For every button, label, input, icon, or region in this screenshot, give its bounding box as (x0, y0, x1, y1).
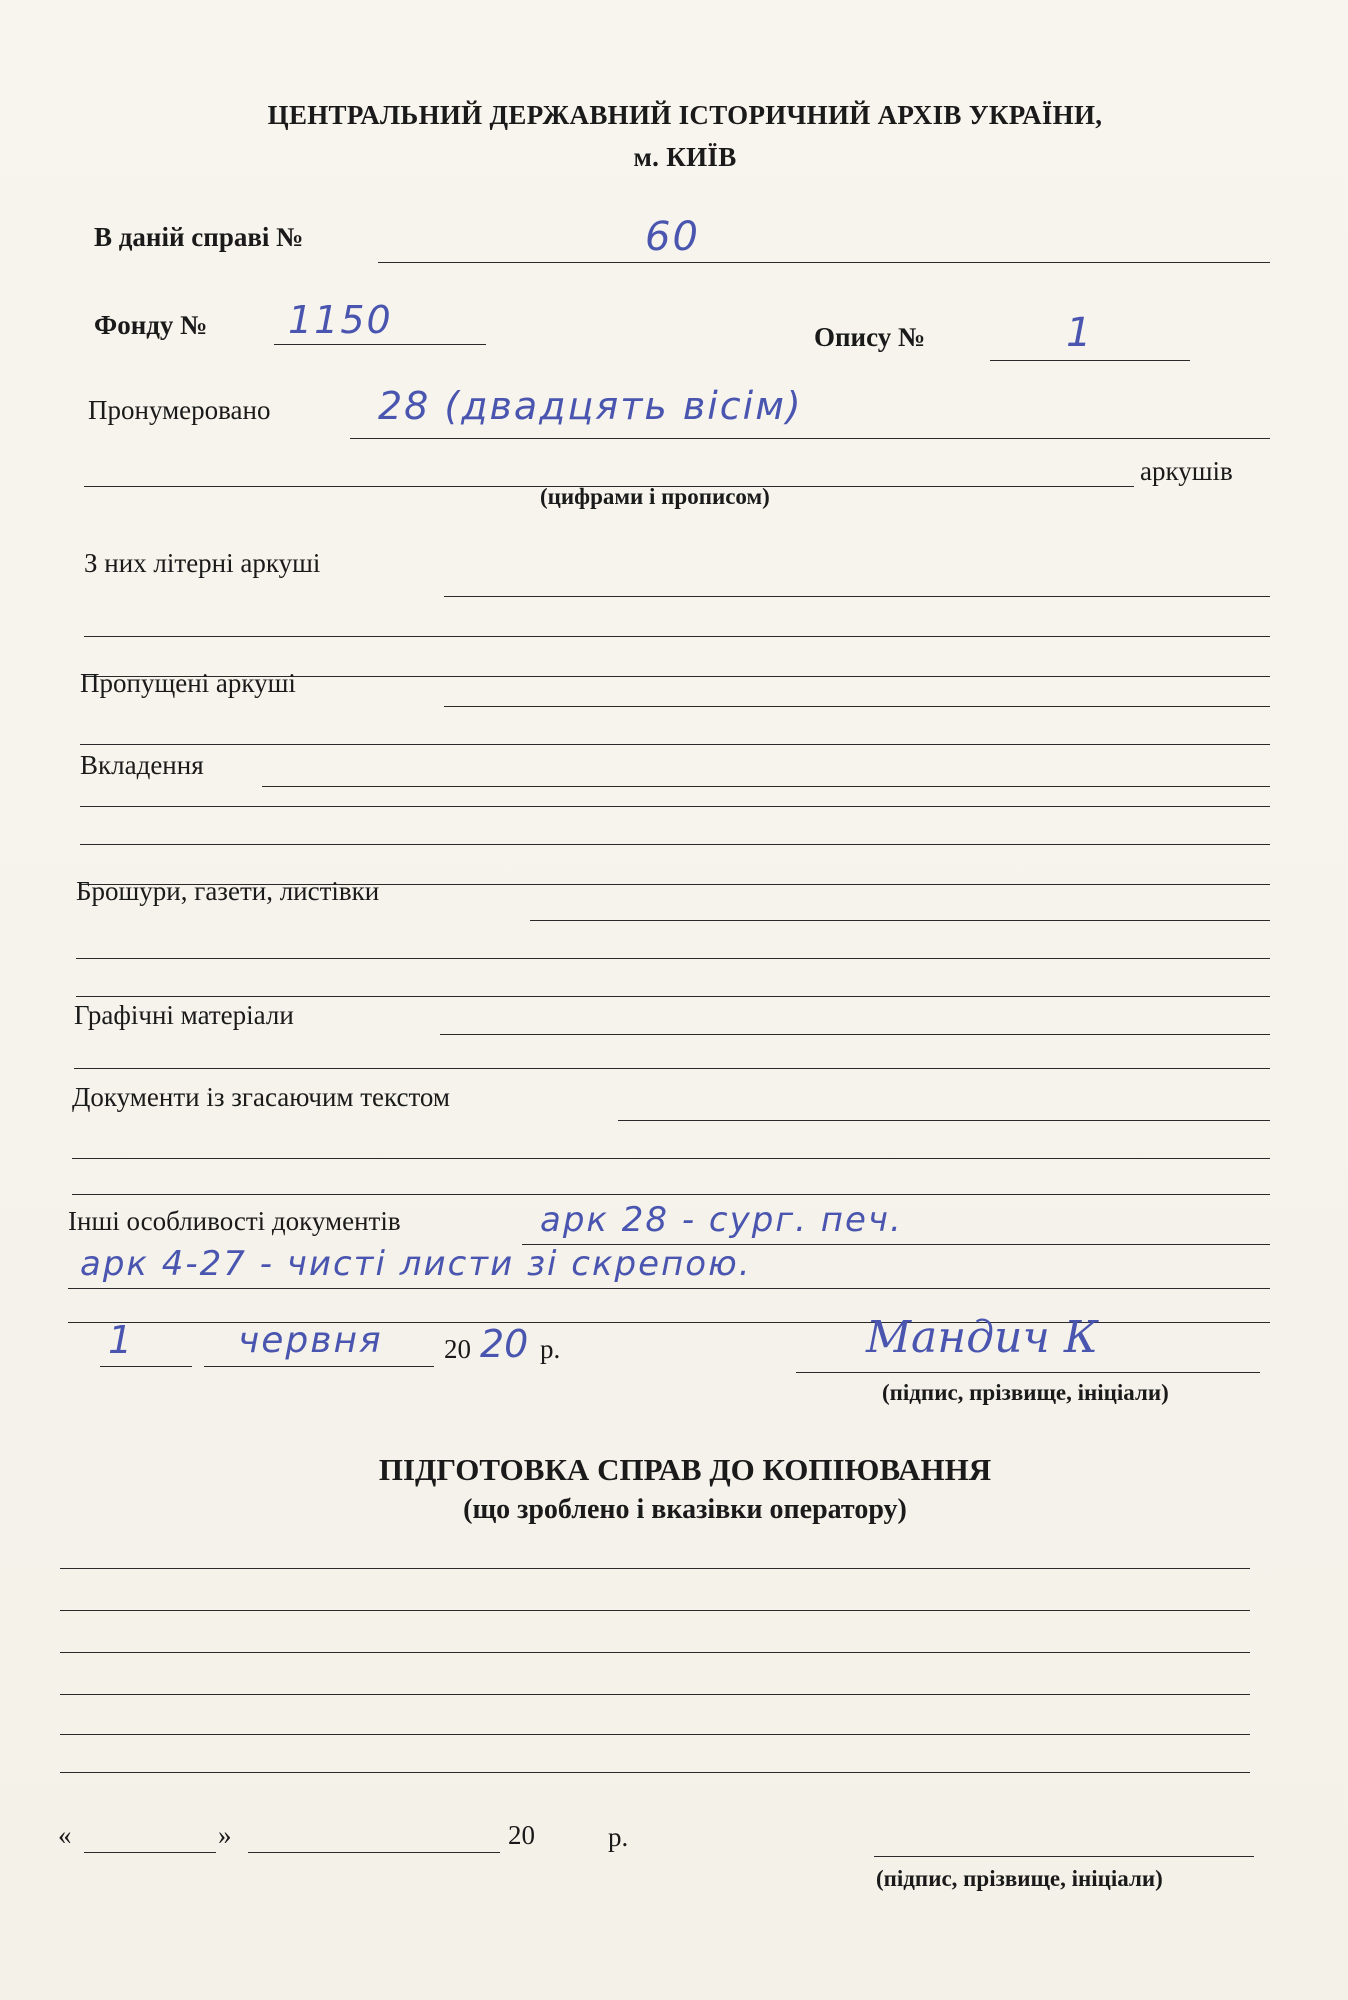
footer-day-line (84, 1852, 216, 1853)
missed-sheets-line-1 (444, 706, 1270, 707)
graphics-line-2 (74, 1068, 1270, 1069)
prep-line-2 (60, 1610, 1250, 1611)
footer-year-unit: р. (608, 1822, 629, 1852)
brochures-line-2 (76, 958, 1270, 959)
footer-signature-line (874, 1856, 1254, 1857)
letter-sheets-line-2 (84, 636, 1270, 637)
date-day-value[interactable]: 1 (108, 1318, 135, 1362)
prep-subtitle: (що зроблено і вказівки оператору) (463, 1494, 907, 1525)
letter-sheets-line-1 (444, 596, 1270, 597)
case-number-line (378, 262, 1270, 263)
archive-title: ЦЕНТРАЛЬНИЙ ДЕРЖАВНИЙ ІСТОРИЧНИЙ АРХІВ УКРАЇНИ, (267, 100, 1103, 130)
attachments-label: Вкладення (80, 750, 204, 780)
numbered-suffix: аркушів (1140, 456, 1233, 486)
numbered-value[interactable]: 28 (двадцять вісім) (378, 384, 803, 428)
prep-line-4 (60, 1694, 1250, 1695)
date-day-line (100, 1366, 192, 1367)
other-features-value-2[interactable]: арк 4-27 - чисті листи зі скрепою. (80, 1244, 752, 1284)
fading-docs-line-1 (618, 1120, 1270, 1121)
attachments-line-2 (80, 806, 1270, 807)
opys-line (990, 360, 1190, 361)
case-number-value[interactable]: 60 (645, 214, 700, 260)
archive-city: м. КИЇВ (633, 142, 737, 172)
attachments-line-3 (80, 844, 1270, 845)
graphics-line-1 (440, 1034, 1270, 1035)
case-number-label: В даній справі № (94, 222, 304, 252)
prep-line-3 (60, 1652, 1250, 1653)
other-features-value-1[interactable]: арк 28 - сург. печ. (540, 1200, 903, 1240)
prep-title: ПІДГОТОВКА СПРАВ ДО КОПІЮВАННЯ (378, 1452, 992, 1487)
footer-month-line (248, 1852, 500, 1853)
fond-value[interactable]: 1150 (288, 298, 393, 342)
date-year-unit: р. (540, 1334, 561, 1364)
footer-quote-open: « (58, 1820, 72, 1850)
footer-year-prefix: 20 (508, 1820, 535, 1850)
footer-quote-close: » (218, 1820, 232, 1850)
prep-line-1 (60, 1568, 1250, 1569)
brochures-line-3 (76, 996, 1270, 997)
prep-line-6 (60, 1772, 1250, 1773)
opys-value[interactable]: 1 (1066, 310, 1094, 356)
prep-line-5 (60, 1734, 1250, 1735)
brochures-label: Брошури, газети, листівки (76, 876, 380, 906)
letter-sheets-label: З них літерні аркуші (84, 548, 321, 578)
fading-docs-line-2 (72, 1158, 1270, 1159)
fading-docs-line-3 (72, 1194, 1270, 1195)
footer-signature-caption: (підпис, прізвище, ініціали) (876, 1866, 1163, 1891)
numbered-hint: (цифрами і прописом) (540, 484, 770, 509)
signature-line (796, 1372, 1260, 1373)
attachments-line-1 (262, 786, 1270, 787)
opys-label: Опису № (814, 322, 926, 352)
date-year-suffix[interactable]: 20 (480, 1322, 529, 1366)
signature-handwritten[interactable]: Мандич К (866, 1312, 1098, 1363)
other-features-line-2 (68, 1288, 1270, 1289)
missed-sheets-label: Пропущені аркуші (80, 668, 296, 698)
date-year-prefix: 20 (444, 1334, 471, 1364)
graphics-label: Графічні матеріали (74, 1000, 294, 1030)
fond-label: Фонду № (94, 310, 208, 340)
fading-docs-label: Документи із згасаючим текстом (72, 1082, 450, 1112)
numbered-line-1 (350, 438, 1270, 439)
signature-caption: (підпис, прізвище, ініціали) (882, 1380, 1169, 1405)
fond-line (274, 344, 486, 345)
date-month-value[interactable]: червня (238, 1320, 383, 1361)
other-features-label: Інші особливості документів (68, 1206, 401, 1236)
brochures-line-1 (530, 920, 1270, 921)
numbered-label: Пронумеровано (88, 395, 271, 425)
missed-sheets-line-2 (80, 744, 1270, 745)
date-month-line (204, 1366, 434, 1367)
